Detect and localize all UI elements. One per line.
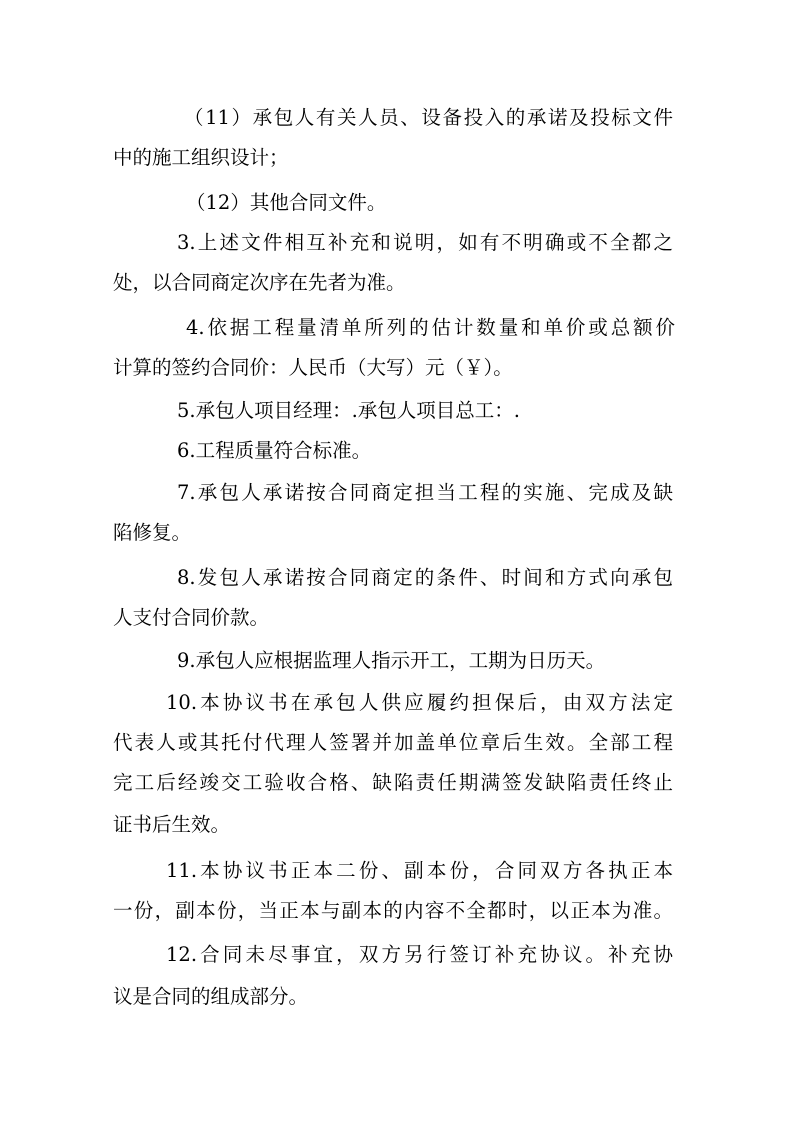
text-line: 5.承包人项目经理：.承包人项目总工：. <box>177 399 521 422</box>
line-clause-10 <box>0 683 794 723</box>
line-item-11-cont <box>0 138 794 178</box>
text-line: 6.工程质量符合标准。 <box>177 439 372 462</box>
text-line: 代表人或其托付代理人签署并加盖单位章后生效。全部工程 <box>113 731 673 754</box>
text-line: （11）承包人有关人员、设备投入的承诺及投标文件 <box>184 106 673 129</box>
line-clause-8-cont <box>0 598 794 638</box>
text-line: 陷修复。 <box>113 521 192 544</box>
text-line: 完工后经竣交工验收合格、缺陷责任期满签发缺陷责任终止 <box>113 771 673 794</box>
text-line: 9.承包人应根据监理人指示开工，工期为日历天。 <box>177 649 606 672</box>
line-clause-8 <box>0 558 794 598</box>
line-clause-12-cont <box>0 977 794 1017</box>
line-clause-11 <box>0 851 794 891</box>
line-clause-10-cont-1 <box>0 723 794 763</box>
line-clause-4-cont <box>0 348 794 388</box>
text-line: 计算的签约合同价：人民币（大写）元（￥）。 <box>113 356 513 379</box>
text-line: 7.承包人承诺按合同商定担当工程的实施、完成及缺 <box>177 481 673 504</box>
line-clause-10-cont-2 <box>0 763 794 803</box>
text-line: 11.本协议书正本二份、副本份，合同双方各执正本 <box>166 859 673 882</box>
line-item-11 <box>0 98 794 138</box>
line-clause-7 <box>0 473 794 513</box>
line-clause-3-cont <box>0 263 794 303</box>
line-clause-4 <box>0 308 794 348</box>
line-clause-10-cont-3 <box>0 805 794 845</box>
text-line: 一份，副本份，当正本与副本的内容不全都时，以正本为准。 <box>113 899 673 922</box>
text-line: 中的施工组织设计； <box>113 146 289 169</box>
line-item-12 <box>0 183 794 223</box>
text-line: 3.上述文件相互补充和说明，如有不明确或不全都之 <box>177 231 673 254</box>
text-line: 证书后生效。 <box>113 813 231 836</box>
text-line: 12.合同未尽事宜，双方另行签订补充协议。补充协 <box>166 943 673 966</box>
text-line: 议是合同的组成部分。 <box>113 985 309 1008</box>
text-line: 8.发包人承诺按合同商定的条件、时间和方式向承包 <box>177 566 673 589</box>
line-clause-6 <box>0 431 794 471</box>
text-line: 10.本协议书在承包人供应履约担保后，由双方法定 <box>166 691 673 714</box>
line-clause-7-cont <box>0 513 794 553</box>
line-clause-11-cont <box>0 891 794 931</box>
text-line: 人支付合同价款。 <box>113 606 270 629</box>
text-line: （12）其他合同文件。 <box>186 191 387 214</box>
line-clause-3 <box>0 223 794 263</box>
line-clause-9 <box>0 641 794 681</box>
text-line: 处，以合同商定次序在先者为准。 <box>113 271 406 294</box>
text-line: 4.依据工程量清单所列的估计数量和单价或总额价 <box>186 316 675 339</box>
line-clause-12 <box>0 935 794 975</box>
line-clause-5 <box>0 391 794 431</box>
